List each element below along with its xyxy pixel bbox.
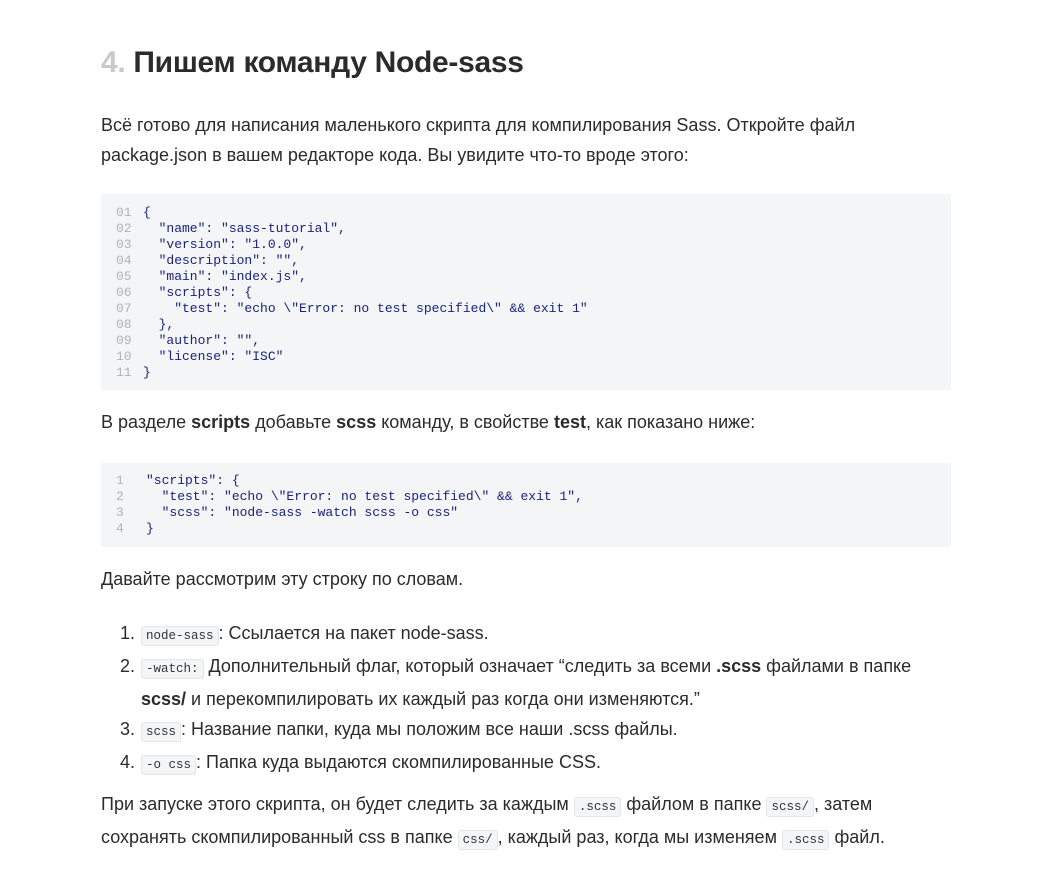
- code-line: 05 "main": "index.js",: [116, 269, 307, 284]
- code-line: 02 "name": "sass-tutorial",: [116, 221, 346, 236]
- code-line: 07 "test": "echo \"Error: no test specified\" && exit 1": [116, 301, 588, 316]
- breakdown-list: [101, 618, 951, 780]
- scripts-paragraph: В разделе scripts добавьте scss команду, в свойстве test, как показано ниже:: [101, 412, 756, 432]
- intro-paragraph: Всё готово для написания маленького скрипта для компилирования Sass. Откройте файл package.json в вашем редакторе кода. Вы увидите что-то вроде этого:: [101, 115, 856, 165]
- inline-code: .scss: [574, 797, 622, 817]
- list-item: 2. -watch: Дополнительный флаг, который означает “следить за всеми .scss файлами в папке scss/ и перекомпилировать их каждый раз когда они изменяются.”: [120, 656, 912, 709]
- code-line: 09 "author": "",: [116, 333, 261, 348]
- breakdown-intro: Давайте рассмотрим эту строку по словам.: [101, 569, 464, 589]
- code-line: 1 "scripts": {: [116, 473, 240, 488]
- code-block-package-json: [101, 194, 951, 390]
- code-line: 2 "test": "echo \"Error: no test specified\" && exit 1",: [116, 489, 583, 504]
- final-paragraph: При запуске этого скрипта, он будет следить за каждым .scss файлом в папке scss/ , затем сохранять скомпилированный css в папке css/ , каждый раз, когда мы изменяем .scss файл.: [101, 789, 951, 855]
- code-line: 4 }: [116, 521, 154, 536]
- section-number: 4.: [101, 46, 126, 79]
- code-line: 3 "scss": "node-sass -watch scss -o css": [116, 505, 459, 520]
- list-item: 1. node-sass : Ссылается на пакет node-sass.: [101, 618, 951, 651]
- inline-code: scss/: [766, 797, 814, 817]
- inline-code: -o css: [141, 755, 196, 775]
- code-line: 11 }: [116, 365, 151, 380]
- inline-code: .scss: [782, 830, 830, 850]
- list-item: 4. -o css : Папка куда выдаются скомпилированные CSS.: [101, 747, 951, 780]
- section-heading: [101, 46, 524, 80]
- inline-code: -watch:: [141, 659, 204, 679]
- code-line: 01 {: [116, 205, 151, 220]
- code-line: 04 "description": "",: [116, 253, 300, 268]
- code-block-scripts: [101, 463, 951, 547]
- inline-code: scss: [141, 722, 181, 742]
- list-item: 3. scss : Название папки, куда мы положим все наши .scss файлы.: [101, 714, 951, 747]
- section-title: Пишем команду Node-sass: [133, 46, 524, 79]
- code-line: 06 "scripts": {: [116, 285, 253, 300]
- code-line: 10 "license": "ISC": [116, 349, 284, 364]
- inline-code: css/: [458, 830, 498, 850]
- code-line: 03 "version": "1.0.0",: [116, 237, 307, 252]
- code-line: 08 },: [116, 317, 175, 332]
- inline-code: node-sass: [141, 626, 219, 646]
